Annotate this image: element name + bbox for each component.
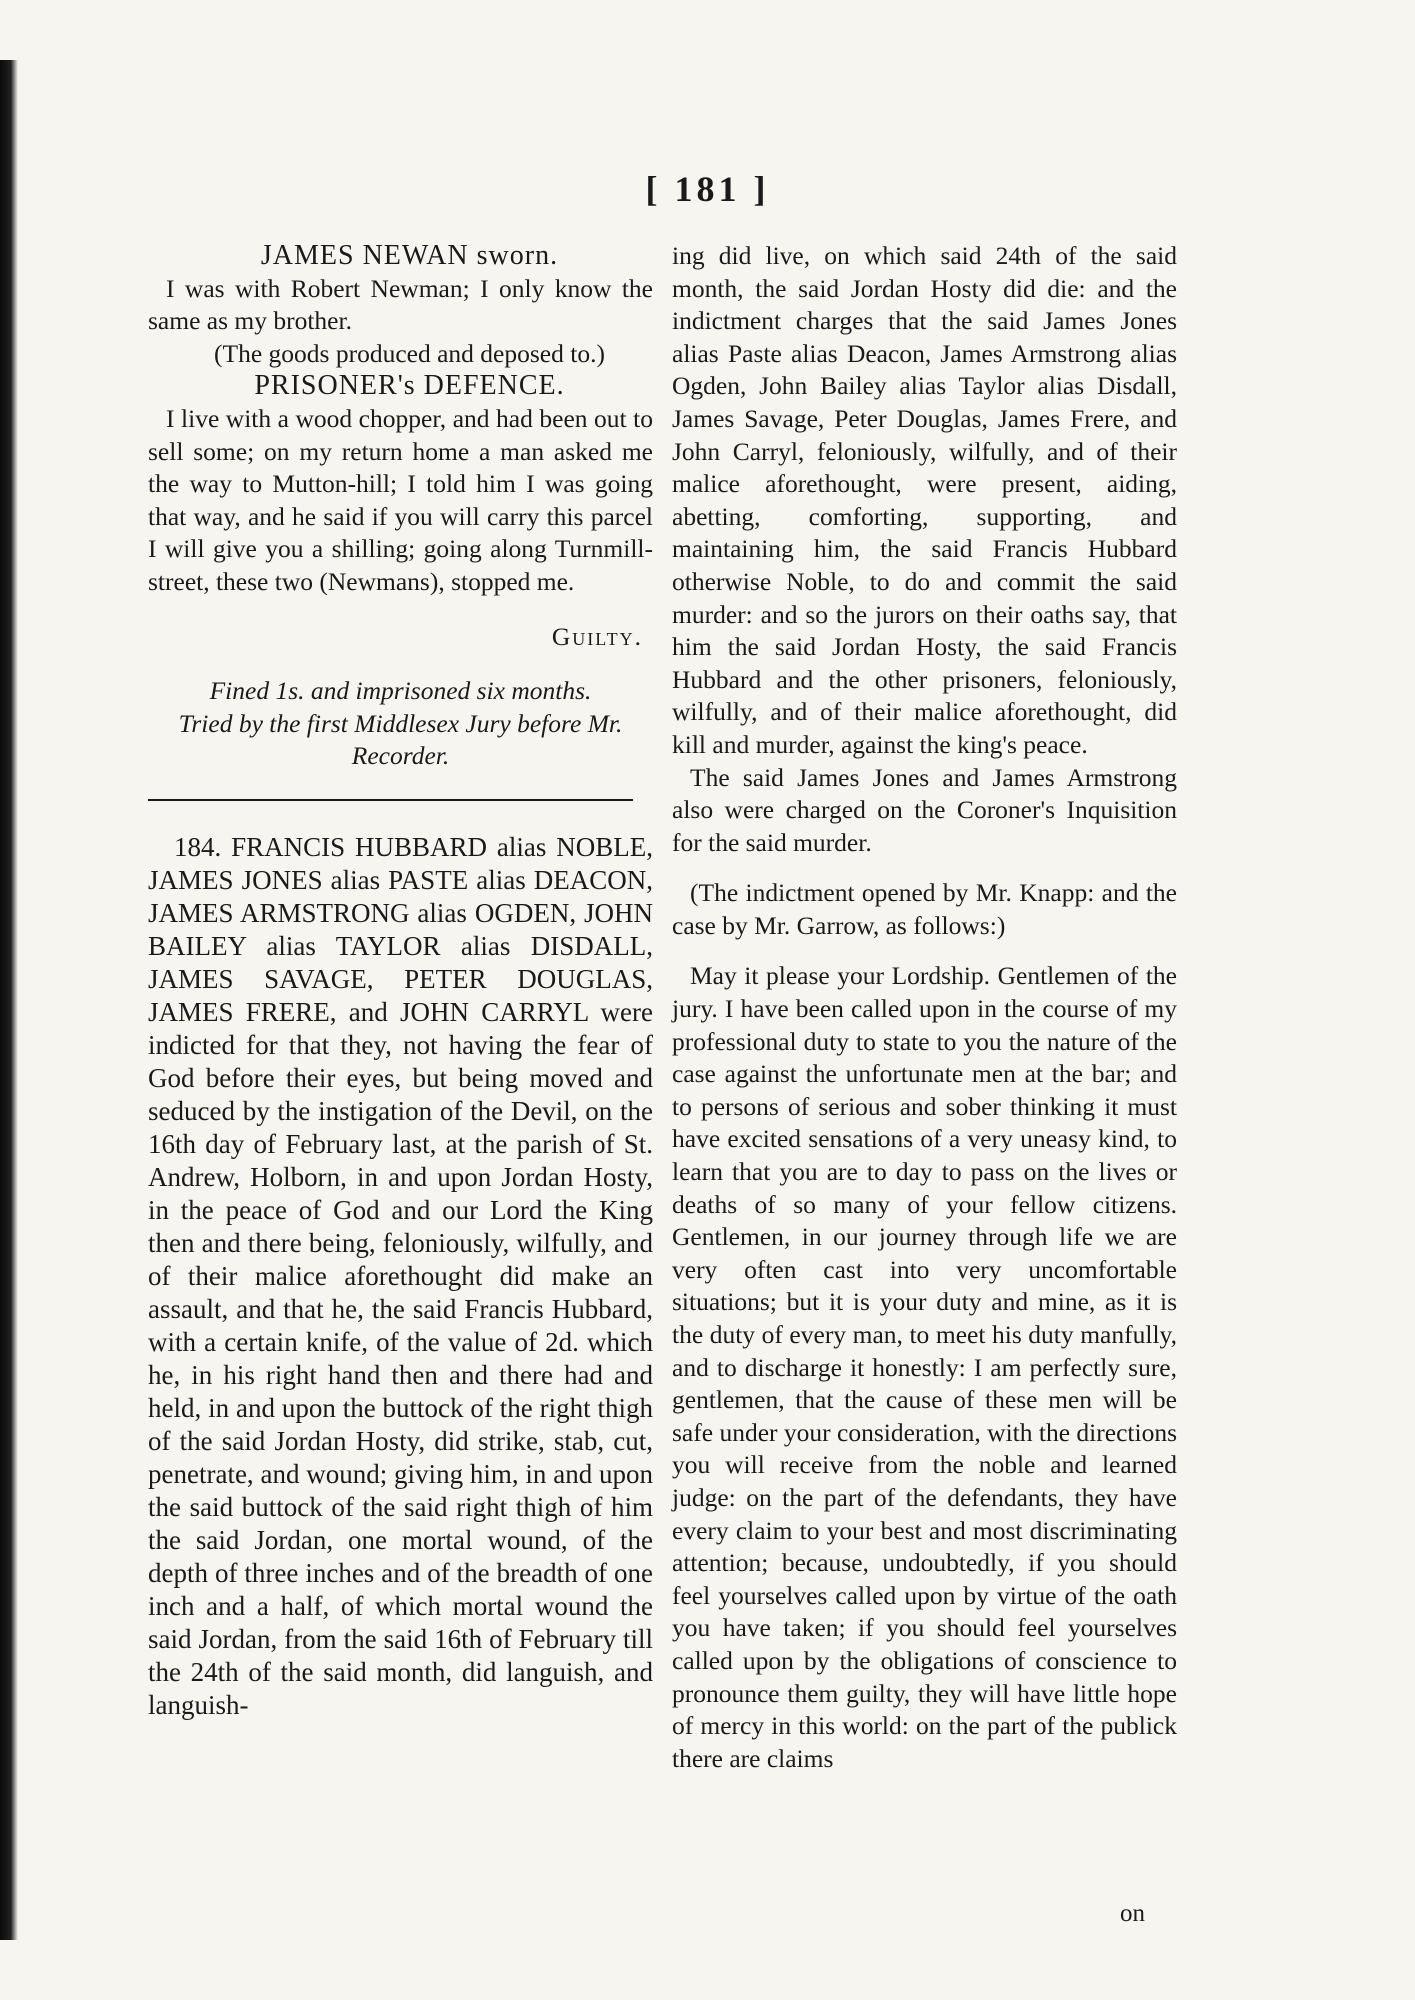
- defence-heading: PRISONER's DEFENCE.: [254, 370, 565, 402]
- witness-text: I was with Robert Newman; I only know the same as my brother.: [148, 273, 653, 336]
- indictment-continuation: ing did live, on which said 24th of the said month, the said Jordan Hosty did die: and the indictment charges that the said James Jones alias Paste alias Deacon, James Armstrong alias Ogden, John Bailey alias Taylor alias Disdall, James Savage, Peter Douglas, James Frere, and John Carryl, feloniously, wilfully, and of their malice aforethought, were present, aiding, abetting, comforting, supporting, and maintaining him, the said Francis Hubbard otherwise Noble, to do and commit the said murder: and so the jurors on their oaths say, that him the said Jordan Hosty, the said Francis Hubbard and the other prisoners, feloniously, wilfully, and of their malice aforethought, did kill and murder, against the king's peace.: [672, 241, 1177, 759]
- goods-note: (The goods produced and deposed to.): [214, 338, 605, 368]
- section-rule: [148, 799, 633, 801]
- garrow-speech: May it please your Lordship. Gentlemen of the jury. I have been called upon in the course of my professional duty to state to you the nature of the case against the unfortunate men at the bar; and to persons of serious and sober thinking it must have excited sensations of a very uneasy kind, to learn that you are to day to pass on the lives or deaths of so many of your fellow citizens. Gentlemen, in our journey through life we are very often cast into very uncomfortable situations; but it is your duty and mine, as it is the duty of every man, to meet his duty manfully, and to discharge it honestly: I am perfectly sure, gentlemen, that the cause of these men will be safe under your consideration, with the directions you will receive from the noble and learned judge: on the part of the defendants, they have every claim to your best and most discriminating attention; because, undoubtedly, if you should feel yourselves called upon by virtue of the oath you have taken; if you should feel yourselves called upon by the obligations of conscience to pronounce them guilty, they will have little hope of mercy in this world: on the part of the publick there are claims: [672, 961, 1177, 1773]
- left-column: [148, 240, 653, 1722]
- opening-note: (The indictment opened by Mr. Knapp: and the case by Mr. Garrow, as follows:): [672, 878, 1177, 940]
- binding-shadow: [0, 60, 18, 1940]
- case-heading: 184. FRANCIS HUBBARD alias NOBLE, JAMES JONES alias PASTE alias DEACON, JAMES ARMSTRONG alias OGDEN, JOHN BAILEY alias TAYLOR alias DISDALL, JAMES SAVAGE, PETER DOUGLAS, JAMES FRERE, and JOHN CARRYL were indicted for that they, not having the fear of God before their eyes, but being moved and seduced by the instigation of the Devil, on the 16th day of February last, at the parish of St. Andrew, Holborn, in and upon Jordan Hosty, in the peace of God and our Lord the King then and there being, feloniously, wilfully, and of their malice aforethought did make an assault, and that he, the said Francis Hubbard, with a certain knife, of the value of 2d. which he, in his right hand then and there had and held, in and upon the buttock of the right thigh of the said Jordan Hosty, did strike, stab, cut, penetrate, and wound; giving him, in and upon the said buttock of the said right thigh of him the said Jordan, one mortal wound, of the depth of three inches and of the breadth of one inch and a half, of which mortal wound the said Jordan, from the said 16th of February till the 24th of the said month, did languish, and languish-: [148, 831, 653, 1720]
- verdict: Guilty.: [551, 621, 643, 651]
- catchword: on: [1120, 1900, 1145, 1927]
- witness-heading: JAMES NEWAN sworn.: [260, 240, 559, 271]
- right-column: [672, 240, 1177, 1775]
- tried-by: Tried by the first Middlesex Jury before Mr. Recorder.: [178, 708, 623, 771]
- coroner-paragraph: The said James Jones and James Armstrong also were charged on the Coroner's Inquisition for the said murder.: [672, 762, 1177, 857]
- page-number: [ 181 ]: [645, 169, 770, 209]
- defence-text: I live with a wood chopper, and had been out to sell some; on my return home a man asked me the way to Mutton-hill; I told him I was going that way, and he said if you will carry this parcel I will give you a shilling; going along Turnmill-street, these two (Newmans), stopped me.: [148, 403, 653, 596]
- sentence: Fined 1s. and imprisoned six months.: [209, 676, 592, 706]
